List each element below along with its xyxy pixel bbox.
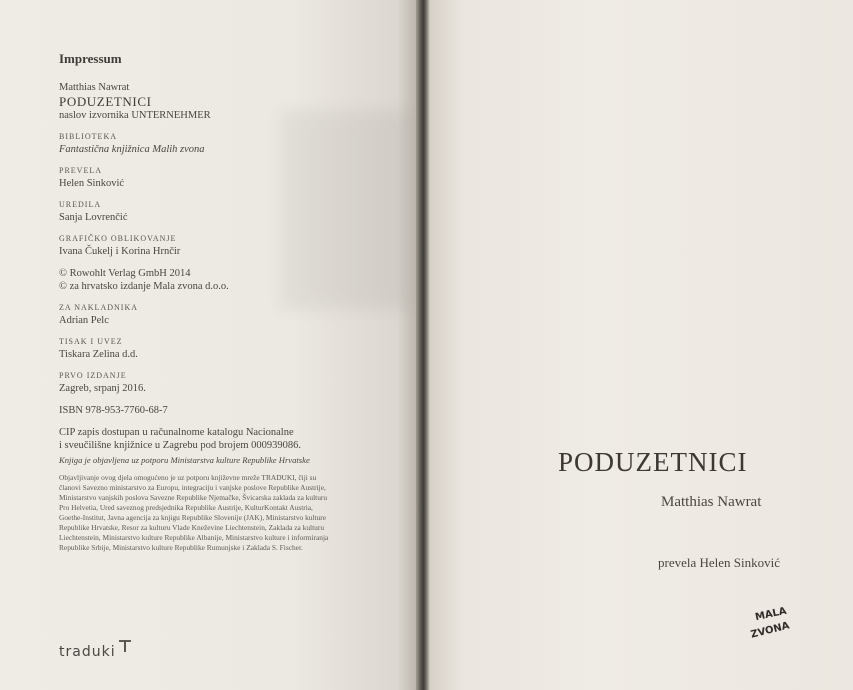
book-info xyxy=(59,81,399,122)
credit-label: PREVELA xyxy=(59,166,102,175)
book-gutter xyxy=(416,0,430,690)
credit-label: ZA NAKLADNIKA xyxy=(59,303,138,312)
fine-print-line: članovi Savezno ministarstvo za Europu, integraciju i vanjske poslove Republike Austrije, xyxy=(59,483,326,492)
credit-editor xyxy=(59,199,399,224)
traduki-mark-icon xyxy=(118,639,132,653)
credit-label: UREDILA xyxy=(59,200,102,209)
fine-print-line: Pro Helvetia, Ured saveznog predsjednika Republike Austrije, KulturKontakt Austria, xyxy=(59,503,313,512)
credit-label: BIBLIOTEKA xyxy=(59,132,117,141)
fine-print-line: Republike Hrvatske, Resor za kulturu Vlade Kneževine Liechtenstein, Zaklada za kulturu xyxy=(59,523,325,532)
credit-value: Fantastična knjižnica Malih zvona xyxy=(59,144,205,155)
credit-first-edition xyxy=(59,370,399,395)
copyright-line: © za hrvatsko izdanje Mala zvona d.o.o. xyxy=(59,281,229,292)
credit-publisher-rep xyxy=(59,302,399,327)
credit-value: Sanja Lovrenčić xyxy=(59,212,128,223)
cip-line: CIP zapis dostupan u računalnome katalogu Nacionalne xyxy=(59,427,294,438)
credit-value: Ivana Čukelj i Korina Hrnčir xyxy=(59,246,181,257)
credit-design xyxy=(59,233,399,258)
fine-print-line: Liechtenstein, Ministarstvo kulture Republike Albanije, Ministarstvo kulture i informiranja xyxy=(59,533,329,542)
credit-value: Helen Sinković xyxy=(59,178,125,189)
impressum-heading: Impressum xyxy=(59,51,122,66)
logo-text-top: MALA xyxy=(754,605,788,624)
title-page-translator: prevela Helen Sinković xyxy=(658,555,781,570)
credit-value: Tiskara Zelina d.d. xyxy=(59,349,138,360)
fine-print-line: Ministarstvo vanjskih poslova Savezne Republike Njemačke, Švicarska zaklada za kulturu xyxy=(59,493,328,502)
traduki-logo: traduki xyxy=(59,644,116,660)
cip-block xyxy=(59,426,399,452)
book-title: PODUZETNICI xyxy=(59,94,152,109)
credit-value: Adrian Pelc xyxy=(59,315,109,326)
credit-label: PRVO IZDANJE xyxy=(59,371,127,380)
credit-printing xyxy=(59,336,399,361)
credit-value: Zagreb, srpanj 2016. xyxy=(59,383,146,394)
credit-translator xyxy=(59,165,399,190)
credit-label: GRAFIČKO OBLIKOVANJE xyxy=(59,234,177,243)
copyright-block xyxy=(59,267,399,293)
author-name: Matthias Nawrat xyxy=(59,82,130,93)
credit-label: TISAK I UVEZ xyxy=(59,337,123,346)
impressum xyxy=(59,52,399,553)
fine-print-line: Objavljivanje ovog djela omogućeno je uz potporu književne mreže TRADUKI, čiji su xyxy=(59,473,317,482)
fine-print-line: Republike Srbije, Ministarstvo kulture Republike Rumunjske i Zaklada S. Fischer. xyxy=(59,543,303,552)
cip-line: i sveučilišne knjižnice u Zagrebu pod brojem 000939086. xyxy=(59,440,302,451)
isbn: ISBN 978-953-7760-68-7 xyxy=(59,405,168,416)
title-page-title: PODUZETNICI xyxy=(558,447,748,477)
copyright-line: © Rowohlt Verlag GmbH 2014 xyxy=(59,268,191,279)
mala-zvona-logo xyxy=(746,605,792,641)
right-page xyxy=(430,0,853,690)
support-line: Knjiga je objavljena uz potporu Ministarstva kulture Republike Hrvatske xyxy=(59,455,310,465)
credit-library xyxy=(59,131,399,156)
logo-text-bottom: ZVONA xyxy=(749,620,791,641)
fine-print-line: Goethe-Institut, Javna agencija za knjigu Republike Slovenije (JAK), Ministarstvo kulture xyxy=(59,513,327,522)
original-title: naslov izvornika UNTERNEHMER xyxy=(59,110,211,121)
fine-print xyxy=(59,473,399,553)
title-page-author: Matthias Nawrat xyxy=(661,494,762,510)
